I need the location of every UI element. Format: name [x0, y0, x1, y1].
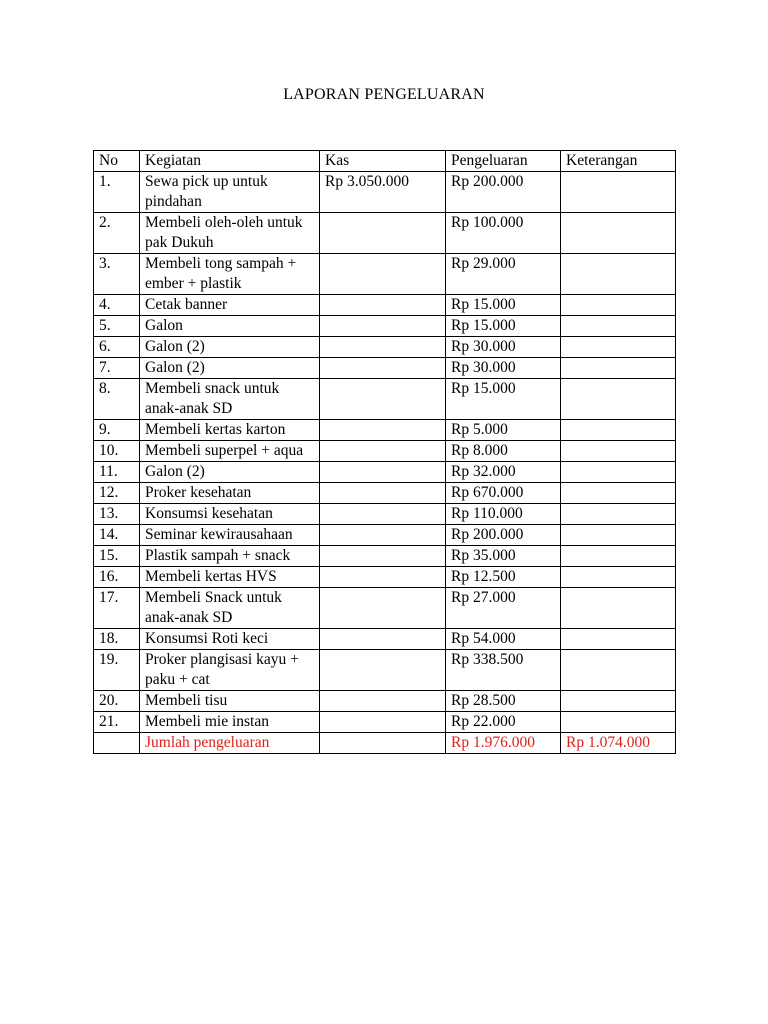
table-row	[94, 504, 676, 525]
cell-pengeluaran: Rp 27.000	[446, 588, 561, 629]
cell-pengeluaran: Rp 8.000	[446, 441, 561, 462]
cell-keterangan	[561, 337, 676, 358]
cell-kas	[320, 441, 446, 462]
table-row	[94, 525, 676, 546]
cell-kas	[320, 316, 446, 337]
total-kas	[320, 733, 446, 754]
cell-kegiatan: Membeli kertas karton	[140, 420, 320, 441]
table-row	[94, 441, 676, 462]
cell-kas	[320, 504, 446, 525]
header-kegiatan: Kegiatan	[140, 151, 320, 172]
cell-no: 17.	[94, 588, 140, 629]
table-row	[94, 588, 676, 629]
table-row	[94, 629, 676, 650]
table-header-row	[94, 151, 676, 172]
cell-pengeluaran: Rp 15.000	[446, 295, 561, 316]
cell-kas	[320, 358, 446, 379]
cell-kegiatan: Konsumsi kesehatan	[140, 504, 320, 525]
cell-kegiatan: Membeli tisu	[140, 691, 320, 712]
cell-kegiatan: Galon	[140, 316, 320, 337]
cell-kegiatan: Galon (2)	[140, 358, 320, 379]
cell-pengeluaran: Rp 35.000	[446, 546, 561, 567]
cell-pengeluaran: Rp 22.000	[446, 712, 561, 733]
cell-pengeluaran: Rp 32.000	[446, 462, 561, 483]
cell-kas	[320, 295, 446, 316]
cell-keterangan	[561, 358, 676, 379]
cell-kegiatan: Membeli kertas HVS	[140, 567, 320, 588]
cell-kas	[320, 483, 446, 504]
cell-no: 21.	[94, 712, 140, 733]
table-body	[94, 172, 676, 733]
cell-keterangan	[561, 546, 676, 567]
cell-no: 1.	[94, 172, 140, 213]
cell-pengeluaran: Rp 54.000	[446, 629, 561, 650]
cell-kas	[320, 420, 446, 441]
cell-keterangan	[561, 650, 676, 691]
header-kas: Kas	[320, 151, 446, 172]
cell-kegiatan: Membeli oleh-oleh untuk pak Dukuh	[140, 213, 320, 254]
cell-kegiatan: Proker plangisasi kayu + paku + cat	[140, 650, 320, 691]
cell-no: 13.	[94, 504, 140, 525]
table-row	[94, 295, 676, 316]
table-row	[94, 213, 676, 254]
cell-keterangan	[561, 254, 676, 295]
table-row	[94, 567, 676, 588]
cell-kas	[320, 588, 446, 629]
cell-keterangan	[561, 691, 676, 712]
header-keterangan: Keterangan	[561, 151, 676, 172]
total-keterangan: Rp 1.074.000	[561, 733, 676, 754]
cell-kegiatan: Membeli Snack untuk anak-anak SD	[140, 588, 320, 629]
cell-pengeluaran: Rp 5.000	[446, 420, 561, 441]
cell-keterangan	[561, 462, 676, 483]
cell-kegiatan: Membeli tong sampah + ember + plastik	[140, 254, 320, 295]
cell-kegiatan: Konsumsi Roti keci	[140, 629, 320, 650]
cell-kas	[320, 567, 446, 588]
cell-kas	[320, 650, 446, 691]
cell-kegiatan: Membeli superpel + aqua	[140, 441, 320, 462]
cell-pengeluaran: Rp 110.000	[446, 504, 561, 525]
cell-no: 6.	[94, 337, 140, 358]
cell-no: 7.	[94, 358, 140, 379]
table-row	[94, 337, 676, 358]
table-row	[94, 546, 676, 567]
cell-pengeluaran: Rp 670.000	[446, 483, 561, 504]
cell-keterangan	[561, 567, 676, 588]
cell-no: 19.	[94, 650, 140, 691]
header-pengeluaran: Pengeluaran	[446, 151, 561, 172]
table-row	[94, 462, 676, 483]
table-row	[94, 712, 676, 733]
table-row	[94, 316, 676, 337]
total-row	[94, 733, 676, 754]
cell-no: 5.	[94, 316, 140, 337]
table-row	[94, 172, 676, 213]
cell-pengeluaran: Rp 28.500	[446, 691, 561, 712]
header-no: No	[94, 151, 140, 172]
cell-pengeluaran: Rp 15.000	[446, 316, 561, 337]
cell-kas	[320, 462, 446, 483]
cell-keterangan	[561, 712, 676, 733]
table-row	[94, 254, 676, 295]
cell-no: 9.	[94, 420, 140, 441]
cell-keterangan	[561, 525, 676, 546]
cell-pengeluaran: Rp 30.000	[446, 337, 561, 358]
expense-table	[93, 150, 676, 754]
table-row	[94, 483, 676, 504]
cell-kas	[320, 213, 446, 254]
cell-kas	[320, 525, 446, 546]
total-label: Jumlah pengeluaran	[140, 733, 320, 754]
cell-keterangan	[561, 483, 676, 504]
cell-kas	[320, 546, 446, 567]
page-title: LAPORAN PENGELUARAN	[283, 86, 485, 103]
cell-kegiatan: Galon (2)	[140, 337, 320, 358]
table-row	[94, 691, 676, 712]
table-row	[94, 650, 676, 691]
cell-pengeluaran: Rp 29.000	[446, 254, 561, 295]
cell-no: 18.	[94, 629, 140, 650]
table-row	[94, 420, 676, 441]
cell-no: 12.	[94, 483, 140, 504]
cell-no: 4.	[94, 295, 140, 316]
cell-pengeluaran: Rp 338.500	[446, 650, 561, 691]
cell-kegiatan: Proker kesehatan	[140, 483, 320, 504]
cell-no: 11.	[94, 462, 140, 483]
cell-kas	[320, 712, 446, 733]
cell-keterangan	[561, 172, 676, 213]
cell-kegiatan: Plastik sampah + snack	[140, 546, 320, 567]
cell-kegiatan: Sewa pick up untuk pindahan	[140, 172, 320, 213]
cell-no: 14.	[94, 525, 140, 546]
cell-keterangan	[561, 295, 676, 316]
cell-pengeluaran: Rp 200.000	[446, 525, 561, 546]
cell-kas	[320, 379, 446, 420]
cell-no: 8.	[94, 379, 140, 420]
cell-keterangan	[561, 588, 676, 629]
cell-kas: Rp 3.050.000	[320, 172, 446, 213]
cell-keterangan	[561, 504, 676, 525]
cell-kegiatan: Cetak banner	[140, 295, 320, 316]
cell-keterangan	[561, 629, 676, 650]
cell-no: 3.	[94, 254, 140, 295]
cell-keterangan	[561, 213, 676, 254]
cell-no: 15.	[94, 546, 140, 567]
cell-keterangan	[561, 379, 676, 420]
cell-kegiatan: Membeli snack untuk anak-anak SD	[140, 379, 320, 420]
table-row	[94, 379, 676, 420]
cell-kegiatan: Seminar kewirausahaan	[140, 525, 320, 546]
total-pengeluaran: Rp 1.976.000	[446, 733, 561, 754]
cell-pengeluaran: Rp 100.000	[446, 213, 561, 254]
total-no	[94, 733, 140, 754]
cell-kas	[320, 337, 446, 358]
cell-kas	[320, 691, 446, 712]
cell-no: 20.	[94, 691, 140, 712]
cell-keterangan	[561, 441, 676, 462]
cell-keterangan	[561, 316, 676, 337]
cell-pengeluaran: Rp 15.000	[446, 379, 561, 420]
cell-no: 10.	[94, 441, 140, 462]
cell-kas	[320, 629, 446, 650]
cell-pengeluaran: Rp 12.500	[446, 567, 561, 588]
cell-kegiatan: Galon (2)	[140, 462, 320, 483]
cell-kegiatan: Membeli mie instan	[140, 712, 320, 733]
cell-pengeluaran: Rp 30.000	[446, 358, 561, 379]
cell-keterangan	[561, 420, 676, 441]
cell-pengeluaran: Rp 200.000	[446, 172, 561, 213]
table-row	[94, 358, 676, 379]
cell-no: 16.	[94, 567, 140, 588]
cell-kas	[320, 254, 446, 295]
cell-no: 2.	[94, 213, 140, 254]
